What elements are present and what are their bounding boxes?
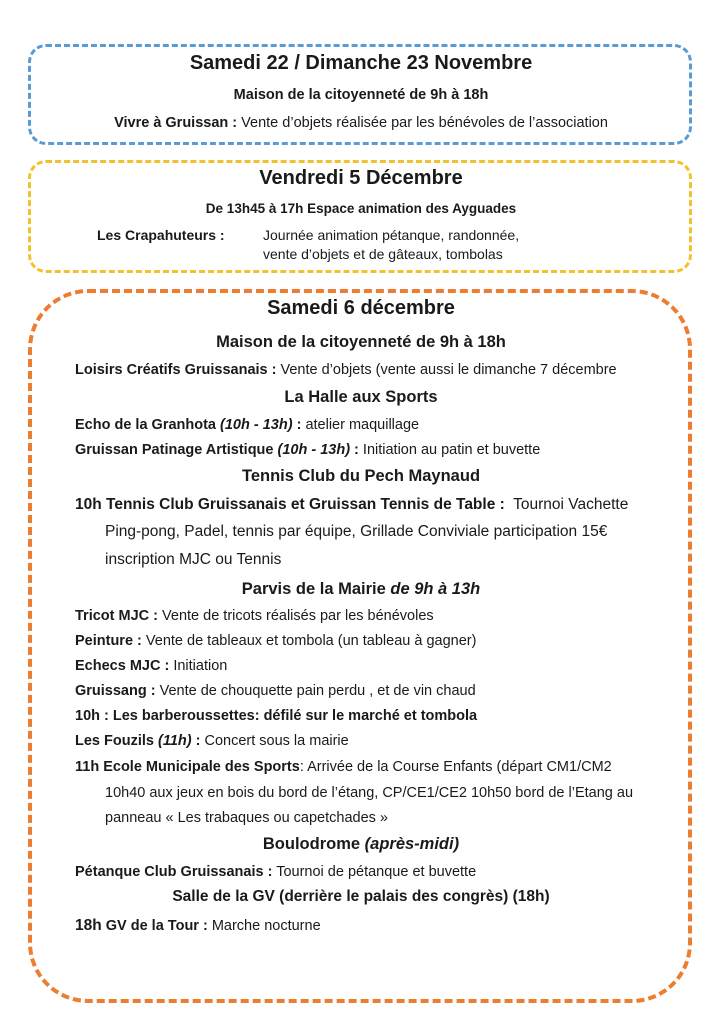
halle-heading: La Halle aux Sports: [284, 388, 438, 406]
halle-item1-org: Echo de la Granhota: [75, 417, 216, 433]
ecole-org: 11h Ecole Municipale des Sports: [75, 759, 300, 775]
boulodrome-heading: Boulodrome: [262, 835, 361, 853]
tennis-text1: Tournoi Vachette: [513, 496, 629, 513]
ecole-text1: : Arrivée de la Course Enfants (départ CM1/CM2: [299, 759, 612, 775]
salle-line: [75, 917, 321, 935]
salle-text: Marche nocturne: [211, 918, 321, 934]
block2-desc1: Journée animation pétanque, randonnée,: [263, 227, 520, 243]
ecole-text3: panneau « Les trabaques ou capetchades »: [105, 810, 388, 826]
echecs-text: Initiation: [173, 658, 228, 674]
boulodrome-org: Pétanque Club Gruissanais :: [75, 864, 273, 880]
block1-text: Vente d’objets réalisée par les bénévoles de l’association: [241, 115, 608, 131]
parvis-heading: Parvis de la Mairie: [241, 580, 386, 598]
halle-item1-sep: :: [292, 417, 302, 433]
halle-item1-time: (10h - 13h): [220, 417, 293, 433]
parvis-ecole: [75, 759, 612, 775]
halle-item2-sep: :: [350, 442, 359, 458]
tricot-text: Vente de tricots réalisés par les bénévoles: [162, 608, 434, 624]
salle-time: 18h: [75, 917, 102, 934]
gruissang-org: Gruissang :: [75, 683, 156, 699]
boulodrome-text: Tournoi de pétanque et buvette: [276, 864, 477, 880]
tricot-org: Tricot MJC :: [75, 608, 158, 624]
boulodrome-heading-line: [0, 835, 722, 854]
block3-title: Samedi 6 décembre: [267, 297, 455, 319]
parvis-heading-line: [0, 580, 722, 599]
block1-title: Samedi 22 / Dimanche 23 Novembre: [189, 52, 533, 74]
halle-item1-text: atelier maquillage: [305, 417, 420, 433]
boulodrome-line: [75, 864, 476, 880]
halle-item2: [75, 442, 540, 458]
maison-org: Loisirs Créatifs Gruissanais :: [75, 362, 277, 378]
parvis-fouzils: [75, 733, 349, 749]
halle-item2-text: Initiation au patin et buvette: [362, 442, 541, 458]
block2-place: De 13h45 à 17h Espace animation des Ayguades: [205, 201, 517, 216]
block1-place: Maison de la citoyenneté de 9h à 18h: [233, 87, 489, 103]
echecs-org: Echecs MJC :: [75, 658, 170, 674]
maison-text: Vente d’objets (vente aussi le dimanche 7 décembre: [280, 362, 617, 378]
maison-line: [75, 362, 617, 378]
salle-heading: Salle de la GV (derrière le palais des congrès) (18h): [172, 888, 550, 905]
block2-org: Les Crapahuteurs :: [97, 227, 225, 243]
tennis-text3: inscription MJC ou Tennis: [105, 551, 282, 568]
ecole-text2: 10h40 aux jeux en bois du bord de l’étang, CP/CE1/CE2 10h50 bord de l’Etang au: [105, 785, 634, 801]
maison-heading: Maison de la citoyenneté de 9h à 18h: [216, 333, 506, 351]
boulodrome-heading-time: (après-midi): [364, 835, 460, 853]
tennis-heading: Tennis Club du Pech Maynaud: [241, 467, 481, 485]
parvis-tricot: [75, 608, 434, 624]
parvis-peinture: [75, 633, 476, 649]
block2-title: Vendredi 5 Décembre: [259, 167, 463, 189]
peinture-text: Vente de tableaux et tombola (un tableau à gagner): [145, 633, 477, 649]
halle-item2-org: Gruissan Patinage Artistique: [75, 442, 274, 458]
tennis-text2: Ping-pong, Padel, tennis par équipe, Grillade Conviviale participation 15€: [105, 523, 608, 540]
block2-desc2: vente d’objets et de gâteaux, tombolas: [263, 246, 503, 262]
halle-item1: [75, 417, 419, 433]
parvis-barberoussettes: 10h : Les barberoussettes: défilé sur le marché et tombola: [75, 708, 478, 724]
parvis-gruissang: [75, 683, 476, 699]
parvis-echecs: [75, 658, 227, 674]
fouzils-sep: :: [191, 733, 201, 749]
gruissang-text: Vente de chouquette pain perdu , et de vin chaud: [159, 683, 476, 699]
salle-org: GV de la Tour :: [105, 918, 208, 934]
tennis-org: 10h Tennis Club Gruissanais et Gruissan Tennis de Table :: [75, 496, 505, 513]
tennis-line1: [75, 496, 628, 514]
fouzils-time: (11h): [158, 733, 192, 749]
fouzils-org: Les Fouzils: [75, 733, 154, 749]
block1-line: [0, 115, 722, 131]
parvis-heading-time: de 9h à 13h: [390, 580, 481, 598]
halle-item2-time: (10h - 13h): [277, 442, 351, 458]
fouzils-text: Concert sous la mairie: [204, 733, 349, 749]
peinture-org: Peinture :: [75, 633, 142, 649]
block1-org: Vivre à Gruissan :: [114, 115, 238, 131]
